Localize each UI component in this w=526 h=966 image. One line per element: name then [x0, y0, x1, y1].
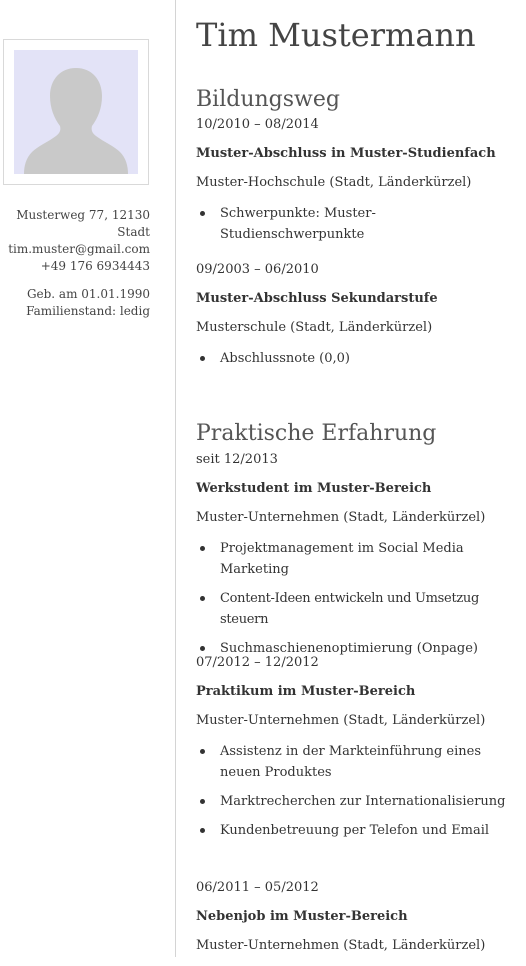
entry-points — [196, 203, 526, 245]
contact-block — [0, 207, 150, 320]
entry-date: 09/2003 – 06/2010 — [196, 262, 319, 277]
entry-date: 07/2012 – 12/2012 — [196, 655, 319, 670]
experience-entry — [196, 654, 526, 849]
education-entry — [196, 261, 526, 377]
section-title-education: Bildungsweg — [196, 87, 340, 113]
page-title: Tim Mustermann — [196, 16, 476, 55]
entry-role: Praktikum im Muster-Bereich — [196, 684, 416, 699]
entry-role: Muster-Abschluss in Muster-Studienfach — [196, 146, 496, 161]
entry-role: Werkstudent im Muster-Bereich — [196, 481, 432, 496]
entry-organization: Muster-Unternehmen (Stadt, Länderkürzel) — [196, 510, 486, 525]
entry-organization: Muster-Unternehmen (Stadt, Länderkürzel) — [196, 938, 486, 953]
list-item: Schwerpunkte: Muster-Studienschwerpunkte — [196, 203, 520, 245]
entry-points — [196, 741, 526, 841]
entry-organization: Muster-Hochschule (Stadt, Länderkürzel) — [196, 175, 472, 190]
list-item: Suchmaschienenoptimierung (Onpage) — [196, 638, 520, 659]
list-item: Assistenz in der Markteinführung eines neuen Produktes — [196, 741, 510, 783]
entry-points — [196, 348, 526, 369]
list-item: Kundenbetreuung per Telefon und Email — [196, 820, 520, 841]
experience-entry — [196, 451, 526, 667]
column-divider — [175, 0, 176, 957]
entry-role: Nebenjob im Muster-Bereich — [196, 909, 408, 924]
entry-role: Muster-Abschluss Sekundarstufe — [196, 291, 438, 306]
profile-photo-frame — [3, 39, 149, 185]
profile-photo — [14, 50, 138, 174]
marital-status: Familienstand: ledig — [26, 304, 150, 318]
entry-organization: Muster-Unternehmen (Stadt, Länderkürzel) — [196, 713, 486, 728]
entry-points — [196, 538, 526, 659]
sidebar — [0, 0, 175, 957]
section-title-experience: Praktische Erfahrung — [196, 421, 437, 447]
entry-organization: Musterschule (Stadt, Länderkürzel) — [196, 320, 433, 335]
experience-entry — [196, 879, 526, 966]
person-silhouette-icon — [14, 50, 138, 174]
education-entry — [196, 116, 526, 253]
list-item: Projektmanagement im Social Media Marketing — [196, 538, 520, 580]
phone: +49 176 6934443 — [40, 259, 150, 273]
entry-date: 10/2010 – 08/2014 — [196, 117, 319, 132]
address: Musterweg 77, 12130 Stadt — [16, 208, 150, 239]
birth-date: Geb. am 01.01.1990 — [26, 287, 150, 301]
list-item: Abschlussnote (0,0) — [196, 348, 520, 369]
email: tim.muster@gmail.com — [8, 242, 150, 256]
list-item: Marktrecherchen zur Internationalisierung — [196, 791, 520, 812]
list-item: Content-Ideen entwickeln und Umsetzug steuern — [196, 588, 520, 630]
main-content — [196, 0, 526, 957]
entry-date: seit 12/2013 — [196, 452, 278, 467]
entry-date: 06/2011 – 05/2012 — [196, 880, 319, 895]
